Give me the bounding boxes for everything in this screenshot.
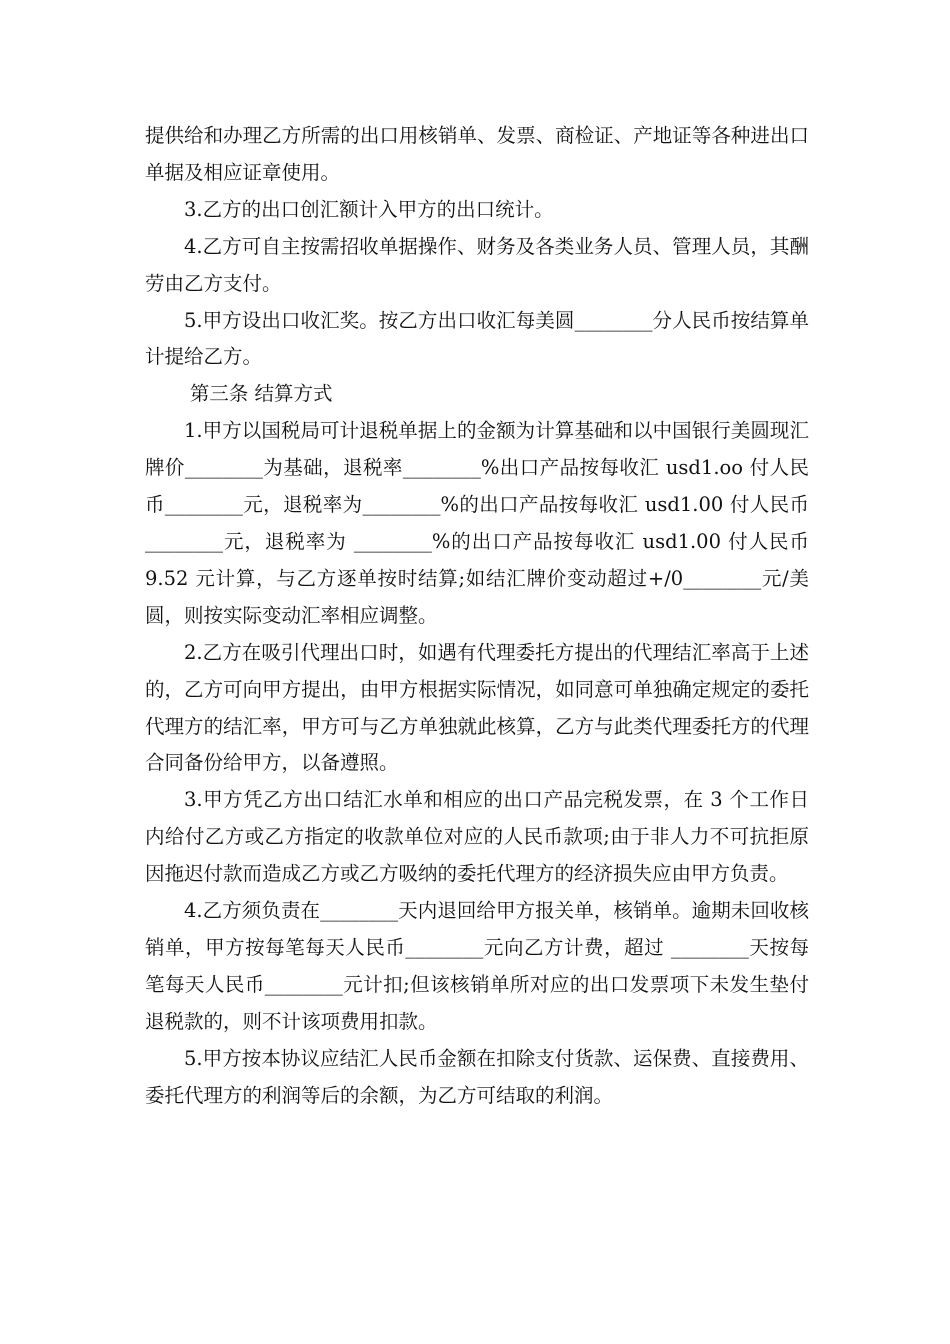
clause-3-4: 4.乙方须负责在________天内退回给甲方报关单，核销单。逾期未回收核销单，甲方按每笔每天人民币________元向乙方计费，超过 ________天按每笔每天人民币________元计扣;但该核销单所对应的出口发票项下未发生垫付退税款的，则不计该项费用扣款。 bbox=[145, 899, 809, 1033]
clause-2-5: 5.甲方设出口收汇奖。按乙方出口收汇每美圆________分人民币按结算单计提给乙方。 bbox=[145, 308, 809, 369]
clause-3-1: 1.甲方以国税局可计退税单据上的金额为计算基础和以中国银行美圆现汇牌价________为基础，退税率________%出口产品按每收汇 usd1.oo 付人民币________元，退税率为________%的出口产品按每收汇 usd1.00 付人民币________元，退税率为 ________%的出口产品按每收汇 usd1.00 付人民币 9.52 元计算，与乙方逐单按时结算;如结汇牌价变动超过+/0________元/美圆，则按实际变动汇率相应调整。 bbox=[145, 419, 809, 627]
clause-3-5: 5.甲方按本协议应结汇人民币金额在扣除支付货款、运保费、直接费用、委托代理方的利润等后的余额，为乙方可结取的利润。 bbox=[145, 1046, 809, 1107]
clause-3-2: 2.乙方在吸引代理出口时，如遇有代理委托方提出的代理结汇率高于上述的，乙方可向甲方提出，由甲方根据实际情况，如同意可单独确定规定的委托代理方的结汇率，甲方可与乙方单独就此核算，乙方与此类代理委托方的代理合同备份给甲方，以备遵照。 bbox=[145, 640, 809, 775]
clause-3-3: 3.甲方凭乙方出口结汇水单和相应的出口产品完税发票，在 3 个工作日内给付乙方或乙方指定的收款单位对应的人民币款项;由于非人力不可抗拒原因拖迟付款而造成乙方或乙方吸纳的委托代理方的经济损失应由甲方负责。 bbox=[145, 788, 809, 886]
document-body bbox=[145, 118, 809, 1114]
paragraph-continuation: 提供给和办理乙方所需的出口用核销单、发票、商检证、产地证等各种进出口单据及相应证章使用。 bbox=[145, 124, 809, 184]
section-heading-article-3: 第三条 结算方式 bbox=[189, 382, 333, 406]
clause-2-4: 4.乙方可自主按需招收单据操作、财务及各类业务人员、管理人员，其酬劳由乙方支付。 bbox=[145, 234, 809, 295]
clause-2-3: 3.乙方的出口创汇额计入甲方的出口统计。 bbox=[184, 197, 554, 221]
